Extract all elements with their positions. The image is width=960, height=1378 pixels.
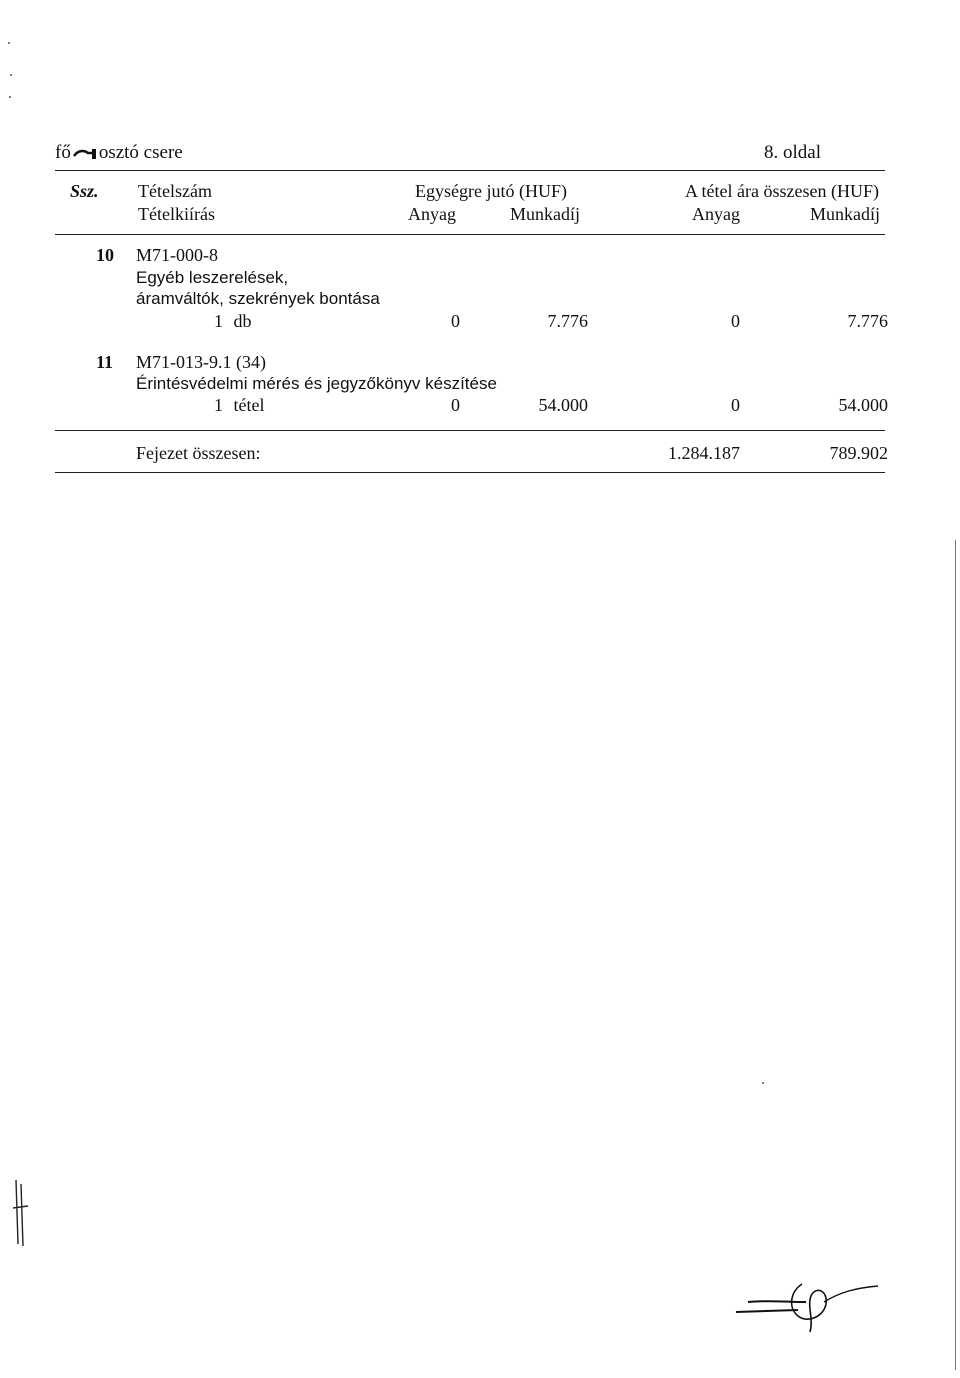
col-unit-material: Anyag: [408, 204, 456, 224]
header-rule: [55, 170, 885, 171]
item-quantity-value: 1: [214, 395, 223, 415]
summary-bottom-rule: [55, 472, 885, 473]
col-total-labour: Munkadíj: [810, 204, 880, 224]
item-code: M71-013-9.1 (34): [136, 352, 266, 372]
item-unit: db: [233, 311, 252, 331]
col-item-text: Tételkiírás: [138, 204, 215, 224]
col-ssz: Ssz.: [70, 181, 99, 201]
chapter-total-material: 1.284.187: [668, 443, 740, 463]
col-unit-price-group: Egységre jutó (HUF): [415, 181, 567, 201]
scan-speck: [9, 96, 11, 98]
col-item-code: Tételszám: [138, 181, 212, 201]
page-number: 8. oldal: [764, 142, 821, 163]
item-unit-material: 0: [451, 395, 460, 415]
item-total-labour: 54.000: [838, 395, 888, 415]
col-unit-labour: Munkadíj: [510, 204, 580, 224]
item-unit: tétel: [233, 395, 265, 415]
scan-speck: [762, 1082, 764, 1084]
chapter-total-label: Fejezet összesen:: [136, 443, 261, 463]
item-description-line: Egyéb leszerelések,: [136, 268, 289, 287]
signature-icon: [728, 1272, 888, 1342]
item-number: 11: [96, 352, 114, 372]
col-total-material: Anyag: [692, 204, 740, 224]
scan-speck: [10, 74, 12, 76]
item-quantity: [214, 311, 252, 332]
document-title-rest: osztó csere: [98, 142, 183, 163]
item-description-line: Érintésvédelmi mérés és jegyzőkönyv készítése: [136, 374, 497, 393]
item-total-material: 0: [731, 311, 740, 331]
document-title: [55, 142, 183, 164]
item-quantity: [214, 395, 264, 416]
item-unit-labour: 7.776: [547, 311, 588, 331]
summary-top-rule: [55, 430, 885, 431]
column-header-rule: [55, 234, 885, 235]
col-total-price-group: A tétel ára összesen (HUF): [685, 181, 879, 201]
document-title-prefix: fő: [55, 142, 71, 163]
chapter-total-labour: 789.902: [829, 443, 888, 463]
item-description-line: áramváltók, szekrények bontása: [136, 289, 380, 308]
scan-speck: [8, 42, 10, 44]
scan-edge-line: [955, 540, 956, 1370]
item-total-material: 0: [731, 395, 740, 415]
item-unit-material: 0: [451, 311, 460, 331]
item-code: M71-000-8: [136, 245, 218, 265]
item-quantity-value: 1: [214, 311, 223, 331]
item-number: 10: [96, 245, 114, 265]
arrow-mark-icon: [72, 147, 98, 161]
item-total-labour: 7.776: [847, 311, 888, 331]
margin-scribble-icon: [8, 1178, 32, 1248]
item-unit-labour: 54.000: [538, 395, 588, 415]
